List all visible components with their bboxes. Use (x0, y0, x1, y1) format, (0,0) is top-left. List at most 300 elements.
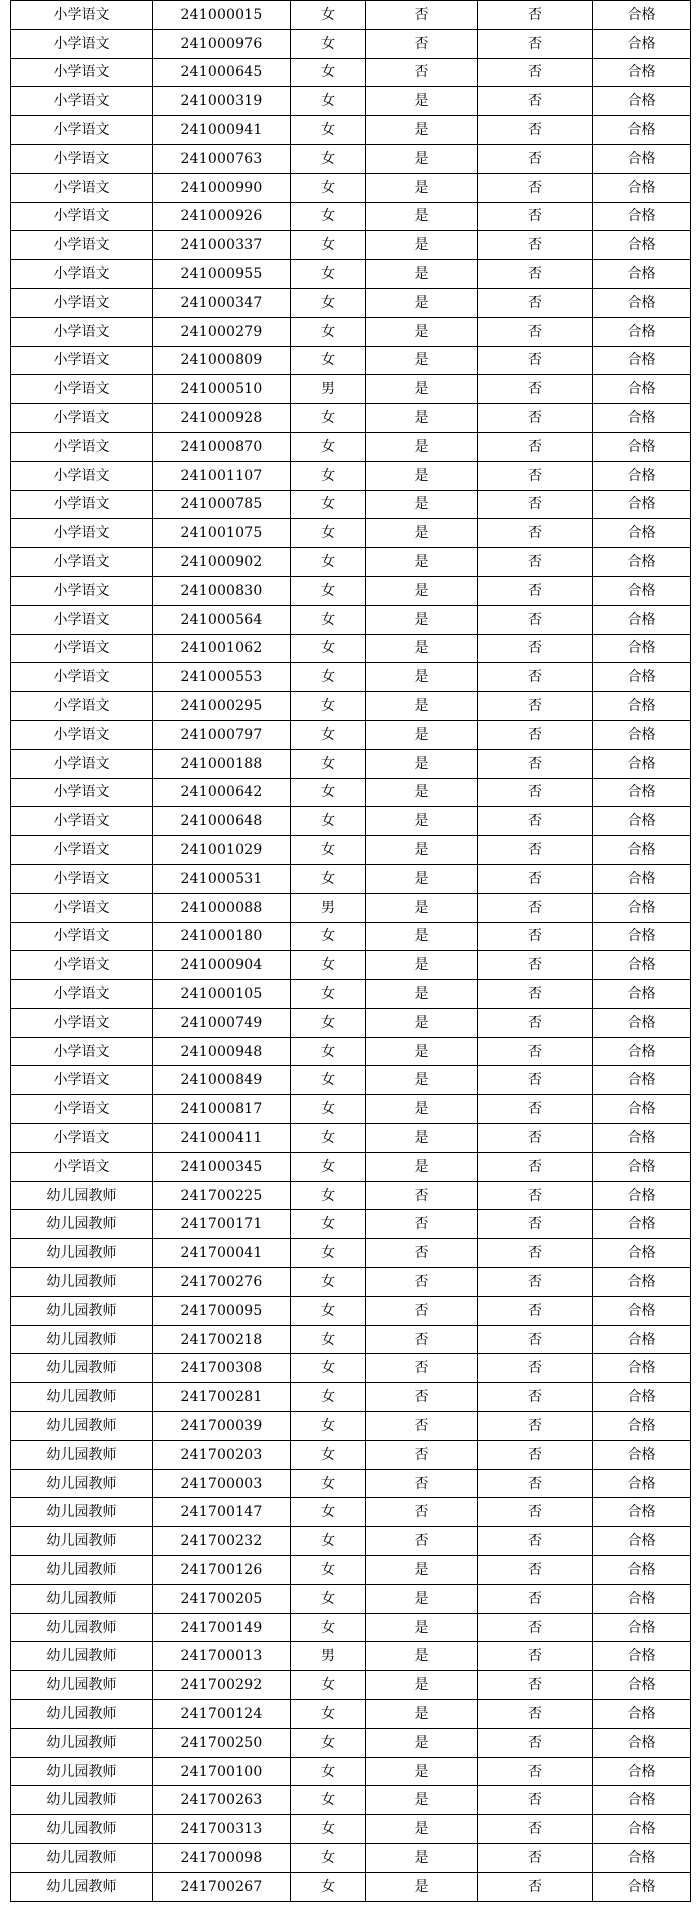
flag-a-cell: 是 (366, 375, 478, 404)
gender-cell: 女 (291, 1671, 366, 1700)
exam-id-cell: 241700100 (153, 1757, 291, 1786)
flag-a-cell: 是 (366, 692, 478, 721)
gender-cell: 女 (291, 1757, 366, 1786)
gender-cell: 女 (291, 1210, 366, 1239)
flag-a-cell: 是 (366, 1037, 478, 1066)
flag-b-cell: 否 (478, 58, 593, 87)
table-row (11, 778, 691, 807)
subject-cell: 幼儿园教师 (11, 1786, 153, 1815)
result-cell: 合格 (593, 461, 691, 490)
result-cell: 合格 (593, 1412, 691, 1441)
table-row (11, 576, 691, 605)
gender-cell: 女 (291, 1556, 366, 1585)
flag-a-cell: 是 (366, 1124, 478, 1153)
gender-cell: 女 (291, 144, 366, 173)
flag-b-cell: 否 (478, 1728, 593, 1757)
subject-cell: 小学语文 (11, 1152, 153, 1181)
table-row (11, 1613, 691, 1642)
flag-b-cell: 否 (478, 260, 593, 289)
result-cell: 合格 (593, 144, 691, 173)
gender-cell: 女 (291, 951, 366, 980)
gender-cell: 女 (291, 1700, 366, 1729)
flag-a-cell: 是 (366, 231, 478, 260)
table-row (11, 749, 691, 778)
subject-cell: 幼儿园教师 (11, 1210, 153, 1239)
table-row (11, 432, 691, 461)
result-cell: 合格 (593, 1354, 691, 1383)
exam-id-cell: 241700124 (153, 1700, 291, 1729)
subject-cell: 小学语文 (11, 778, 153, 807)
gender-cell: 女 (291, 922, 366, 951)
table-row (11, 490, 691, 519)
flag-b-cell: 否 (478, 1584, 593, 1613)
flag-b-cell: 否 (478, 1412, 593, 1441)
subject-cell: 幼儿园教师 (11, 1469, 153, 1498)
exam-id-cell: 241000904 (153, 951, 291, 980)
gender-cell: 男 (291, 375, 366, 404)
subject-cell: 小学语文 (11, 893, 153, 922)
result-cell: 合格 (593, 836, 691, 865)
subject-cell: 幼儿园教师 (11, 1181, 153, 1210)
flag-b-cell: 否 (478, 836, 593, 865)
subject-cell: 小学语文 (11, 1095, 153, 1124)
gender-cell: 女 (291, 720, 366, 749)
flag-a-cell: 是 (366, 1815, 478, 1844)
gender-cell: 男 (291, 893, 366, 922)
subject-cell: 小学语文 (11, 634, 153, 663)
flag-a-cell: 否 (366, 1354, 478, 1383)
gender-cell: 女 (291, 202, 366, 231)
results-table (10, 0, 691, 1902)
gender-cell: 女 (291, 634, 366, 663)
table-row (11, 1066, 691, 1095)
table-row (11, 58, 691, 87)
result-cell: 合格 (593, 1728, 691, 1757)
flag-a-cell: 否 (366, 1268, 478, 1297)
flag-b-cell: 否 (478, 1268, 593, 1297)
flag-a-cell: 否 (366, 1296, 478, 1325)
subject-cell: 幼儿园教师 (11, 1584, 153, 1613)
subject-cell: 小学语文 (11, 1037, 153, 1066)
flag-a-cell: 否 (366, 1325, 478, 1354)
exam-id-cell: 241000749 (153, 1008, 291, 1037)
flag-a-cell: 否 (366, 1440, 478, 1469)
results-table-body (11, 1, 691, 1902)
flag-b-cell: 否 (478, 1872, 593, 1901)
result-cell: 合格 (593, 490, 691, 519)
gender-cell: 女 (291, 864, 366, 893)
flag-a-cell: 是 (366, 836, 478, 865)
result-cell: 合格 (593, 173, 691, 202)
gender-cell: 女 (291, 663, 366, 692)
flag-b-cell: 否 (478, 1239, 593, 1268)
flag-a-cell: 是 (366, 1728, 478, 1757)
subject-cell: 幼儿园教师 (11, 1527, 153, 1556)
gender-cell: 女 (291, 1296, 366, 1325)
gender-cell: 女 (291, 980, 366, 1009)
flag-a-cell: 是 (366, 1556, 478, 1585)
flag-a-cell: 是 (366, 461, 478, 490)
result-cell: 合格 (593, 1556, 691, 1585)
gender-cell: 女 (291, 1037, 366, 1066)
flag-a-cell: 是 (366, 116, 478, 145)
flag-b-cell: 否 (478, 29, 593, 58)
exam-id-cell: 241700147 (153, 1498, 291, 1527)
exam-id-cell: 241000105 (153, 980, 291, 1009)
exam-id-cell: 241700292 (153, 1671, 291, 1700)
subject-cell: 小学语文 (11, 317, 153, 346)
flag-b-cell: 否 (478, 144, 593, 173)
subject-cell: 小学语文 (11, 144, 153, 173)
exam-id-cell: 241000990 (153, 173, 291, 202)
table-row (11, 1152, 691, 1181)
flag-b-cell: 否 (478, 317, 593, 346)
flag-b-cell: 否 (478, 1210, 593, 1239)
subject-cell: 幼儿园教师 (11, 1613, 153, 1642)
exam-id-cell: 241001107 (153, 461, 291, 490)
flag-a-cell: 否 (366, 1239, 478, 1268)
flag-a-cell: 是 (366, 346, 478, 375)
gender-cell: 女 (291, 1095, 366, 1124)
table-row (11, 836, 691, 865)
exam-id-cell: 241700250 (153, 1728, 291, 1757)
flag-a-cell: 是 (366, 1613, 478, 1642)
gender-cell: 女 (291, 749, 366, 778)
exam-id-cell: 241000797 (153, 720, 291, 749)
flag-b-cell: 否 (478, 1066, 593, 1095)
result-cell: 合格 (593, 1296, 691, 1325)
result-cell: 合格 (593, 375, 691, 404)
exam-id-cell: 241000295 (153, 692, 291, 721)
flag-a-cell: 是 (366, 288, 478, 317)
flag-a-cell: 是 (366, 202, 478, 231)
table-row (11, 605, 691, 634)
result-cell: 合格 (593, 1872, 691, 1901)
flag-a-cell: 是 (366, 404, 478, 433)
exam-id-cell: 241000870 (153, 432, 291, 461)
result-cell: 合格 (593, 432, 691, 461)
flag-b-cell: 否 (478, 778, 593, 807)
subject-cell: 小学语文 (11, 836, 153, 865)
table-row (11, 980, 691, 1009)
subject-cell: 幼儿园教师 (11, 1268, 153, 1297)
flag-a-cell: 否 (366, 1469, 478, 1498)
flag-b-cell: 否 (478, 720, 593, 749)
result-cell: 合格 (593, 1095, 691, 1124)
subject-cell: 小学语文 (11, 29, 153, 58)
exam-id-cell: 241700171 (153, 1210, 291, 1239)
gender-cell: 女 (291, 1728, 366, 1757)
exam-id-cell: 241700232 (153, 1527, 291, 1556)
gender-cell: 女 (291, 1066, 366, 1095)
result-cell: 合格 (593, 893, 691, 922)
result-cell: 合格 (593, 1671, 691, 1700)
table-row (11, 1815, 691, 1844)
subject-cell: 小学语文 (11, 980, 153, 1009)
flag-a-cell: 是 (366, 1757, 478, 1786)
flag-b-cell: 否 (478, 1469, 593, 1498)
result-cell: 合格 (593, 260, 691, 289)
flag-a-cell: 是 (366, 1095, 478, 1124)
exam-id-cell: 241700039 (153, 1412, 291, 1441)
exam-id-cell: 241001062 (153, 634, 291, 663)
result-cell: 合格 (593, 87, 691, 116)
flag-a-cell: 是 (366, 87, 478, 116)
flag-b-cell: 否 (478, 231, 593, 260)
table-row (11, 1354, 691, 1383)
table-row (11, 87, 691, 116)
flag-a-cell: 是 (366, 980, 478, 1009)
flag-a-cell: 是 (366, 778, 478, 807)
exam-id-cell: 241000347 (153, 288, 291, 317)
result-cell: 合格 (593, 1613, 691, 1642)
subject-cell: 小学语文 (11, 720, 153, 749)
flag-b-cell: 否 (478, 404, 593, 433)
subject-cell: 幼儿园教师 (11, 1412, 153, 1441)
exam-id-cell: 241000830 (153, 576, 291, 605)
flag-b-cell: 否 (478, 576, 593, 605)
flag-b-cell: 否 (478, 548, 593, 577)
flag-b-cell: 否 (478, 1613, 593, 1642)
table-row (11, 1527, 691, 1556)
flag-a-cell: 是 (366, 576, 478, 605)
table-row (11, 317, 691, 346)
table-row (11, 1239, 691, 1268)
flag-a-cell: 否 (366, 1498, 478, 1527)
result-cell: 合格 (593, 202, 691, 231)
result-cell: 合格 (593, 346, 691, 375)
exam-id-cell: 241001029 (153, 836, 291, 865)
gender-cell: 女 (291, 1268, 366, 1297)
subject-cell: 幼儿园教师 (11, 1844, 153, 1873)
result-cell: 合格 (593, 288, 691, 317)
subject-cell: 幼儿园教师 (11, 1642, 153, 1671)
exam-id-cell: 241700013 (153, 1642, 291, 1671)
result-cell: 合格 (593, 1008, 691, 1037)
gender-cell: 女 (291, 1469, 366, 1498)
gender-cell: 女 (291, 29, 366, 58)
result-cell: 合格 (593, 1844, 691, 1873)
exam-id-cell: 241000553 (153, 663, 291, 692)
exam-id-cell: 241000976 (153, 29, 291, 58)
table-row (11, 1412, 691, 1441)
result-cell: 合格 (593, 749, 691, 778)
gender-cell: 女 (291, 1181, 366, 1210)
gender-cell: 女 (291, 346, 366, 375)
exam-id-cell: 241000088 (153, 893, 291, 922)
exam-id-cell: 241000188 (153, 749, 291, 778)
exam-id-cell: 241000510 (153, 375, 291, 404)
exam-id-cell: 241700313 (153, 1815, 291, 1844)
table-row (11, 720, 691, 749)
subject-cell: 小学语文 (11, 375, 153, 404)
exam-id-cell: 241000955 (153, 260, 291, 289)
exam-id-cell: 241000015 (153, 1, 291, 30)
table-row (11, 1642, 691, 1671)
table-row (11, 173, 691, 202)
subject-cell: 小学语文 (11, 864, 153, 893)
table-row (11, 1008, 691, 1037)
gender-cell: 女 (291, 1872, 366, 1901)
exam-id-cell: 241000902 (153, 548, 291, 577)
flag-b-cell: 否 (478, 288, 593, 317)
result-cell: 合格 (593, 1124, 691, 1153)
gender-cell: 女 (291, 432, 366, 461)
result-cell: 合格 (593, 980, 691, 1009)
subject-cell: 小学语文 (11, 231, 153, 260)
gender-cell: 女 (291, 1008, 366, 1037)
flag-a-cell: 是 (366, 922, 478, 951)
gender-cell: 女 (291, 1844, 366, 1873)
subject-cell: 幼儿园教师 (11, 1872, 153, 1901)
flag-a-cell: 是 (366, 1671, 478, 1700)
flag-a-cell: 是 (366, 749, 478, 778)
table-row (11, 404, 691, 433)
flag-b-cell: 否 (478, 749, 593, 778)
result-cell: 合格 (593, 720, 691, 749)
exam-id-cell: 241000645 (153, 58, 291, 87)
table-row (11, 922, 691, 951)
table-row (11, 1124, 691, 1153)
subject-cell: 小学语文 (11, 951, 153, 980)
exam-id-cell: 241000531 (153, 864, 291, 893)
subject-cell: 幼儿园教师 (11, 1239, 153, 1268)
subject-cell: 小学语文 (11, 116, 153, 145)
flag-a-cell: 是 (366, 951, 478, 980)
gender-cell: 女 (291, 548, 366, 577)
flag-a-cell: 是 (366, 1008, 478, 1037)
subject-cell: 小学语文 (11, 922, 153, 951)
exam-id-cell: 241700203 (153, 1440, 291, 1469)
subject-cell: 小学语文 (11, 749, 153, 778)
subject-cell: 小学语文 (11, 663, 153, 692)
gender-cell: 女 (291, 1152, 366, 1181)
exam-id-cell: 241700003 (153, 1469, 291, 1498)
table-row (11, 1383, 691, 1412)
result-cell: 合格 (593, 778, 691, 807)
result-cell: 合格 (593, 807, 691, 836)
flag-a-cell: 是 (366, 519, 478, 548)
flag-b-cell: 否 (478, 173, 593, 202)
flag-b-cell: 否 (478, 864, 593, 893)
subject-cell: 小学语文 (11, 692, 153, 721)
exam-id-cell: 241700149 (153, 1613, 291, 1642)
flag-a-cell: 是 (366, 144, 478, 173)
table-row (11, 893, 691, 922)
gender-cell: 女 (291, 807, 366, 836)
subject-cell: 小学语文 (11, 490, 153, 519)
flag-a-cell: 否 (366, 58, 478, 87)
result-cell: 合格 (593, 1700, 691, 1729)
gender-cell: 女 (291, 288, 366, 317)
flag-b-cell: 否 (478, 202, 593, 231)
flag-a-cell: 是 (366, 1642, 478, 1671)
result-cell: 合格 (593, 922, 691, 951)
exam-id-cell: 241000785 (153, 490, 291, 519)
gender-cell: 女 (291, 1412, 366, 1441)
gender-cell: 女 (291, 116, 366, 145)
flag-b-cell: 否 (478, 951, 593, 980)
flag-b-cell: 否 (478, 1325, 593, 1354)
table-row (11, 1671, 691, 1700)
flag-a-cell: 是 (366, 432, 478, 461)
exam-id-cell: 241000180 (153, 922, 291, 951)
flag-b-cell: 否 (478, 346, 593, 375)
flag-b-cell: 否 (478, 1152, 593, 1181)
subject-cell: 幼儿园教师 (11, 1671, 153, 1700)
gender-cell: 女 (291, 58, 366, 87)
subject-cell: 小学语文 (11, 173, 153, 202)
result-cell: 合格 (593, 605, 691, 634)
table-row (11, 144, 691, 173)
flag-b-cell: 否 (478, 87, 593, 116)
result-cell: 合格 (593, 1642, 691, 1671)
result-cell: 合格 (593, 58, 691, 87)
exam-id-cell: 241700276 (153, 1268, 291, 1297)
subject-cell: 小学语文 (11, 807, 153, 836)
table-row (11, 1498, 691, 1527)
gender-cell: 女 (291, 778, 366, 807)
gender-cell: 女 (291, 1815, 366, 1844)
result-cell: 合格 (593, 1584, 691, 1613)
gender-cell: 女 (291, 1440, 366, 1469)
exam-id-cell: 241000849 (153, 1066, 291, 1095)
subject-cell: 幼儿园教师 (11, 1728, 153, 1757)
flag-b-cell: 否 (478, 1556, 593, 1585)
flag-a-cell: 是 (366, 1872, 478, 1901)
subject-cell: 小学语文 (11, 461, 153, 490)
table-row (11, 1872, 691, 1901)
flag-b-cell: 否 (478, 1498, 593, 1527)
flag-a-cell: 是 (366, 807, 478, 836)
flag-a-cell: 是 (366, 1700, 478, 1729)
gender-cell: 女 (291, 317, 366, 346)
flag-b-cell: 否 (478, 1671, 593, 1700)
flag-b-cell: 否 (478, 1095, 593, 1124)
flag-b-cell: 否 (478, 1642, 593, 1671)
exam-id-cell: 241700308 (153, 1354, 291, 1383)
table-row (11, 231, 691, 260)
table-row (11, 807, 691, 836)
exam-id-cell: 241000411 (153, 1124, 291, 1153)
subject-cell: 小学语文 (11, 548, 153, 577)
gender-cell: 女 (291, 576, 366, 605)
gender-cell: 女 (291, 1124, 366, 1153)
table-row (11, 1469, 691, 1498)
subject-cell: 小学语文 (11, 1066, 153, 1095)
gender-cell: 女 (291, 1, 366, 30)
table-row (11, 346, 691, 375)
result-cell: 合格 (593, 1239, 691, 1268)
table-row (11, 1556, 691, 1585)
result-cell: 合格 (593, 1469, 691, 1498)
result-cell: 合格 (593, 692, 691, 721)
flag-b-cell: 否 (478, 1815, 593, 1844)
subject-cell: 幼儿园教师 (11, 1325, 153, 1354)
gender-cell: 女 (291, 836, 366, 865)
subject-cell: 小学语文 (11, 87, 153, 116)
flag-b-cell: 否 (478, 1844, 593, 1873)
flag-b-cell: 否 (478, 116, 593, 145)
table-row (11, 1210, 691, 1239)
flag-a-cell: 否 (366, 1527, 478, 1556)
subject-cell: 小学语文 (11, 605, 153, 634)
exam-id-cell: 241000817 (153, 1095, 291, 1124)
flag-b-cell: 否 (478, 432, 593, 461)
subject-cell: 小学语文 (11, 260, 153, 289)
result-cell: 合格 (593, 1037, 691, 1066)
gender-cell: 女 (291, 490, 366, 519)
